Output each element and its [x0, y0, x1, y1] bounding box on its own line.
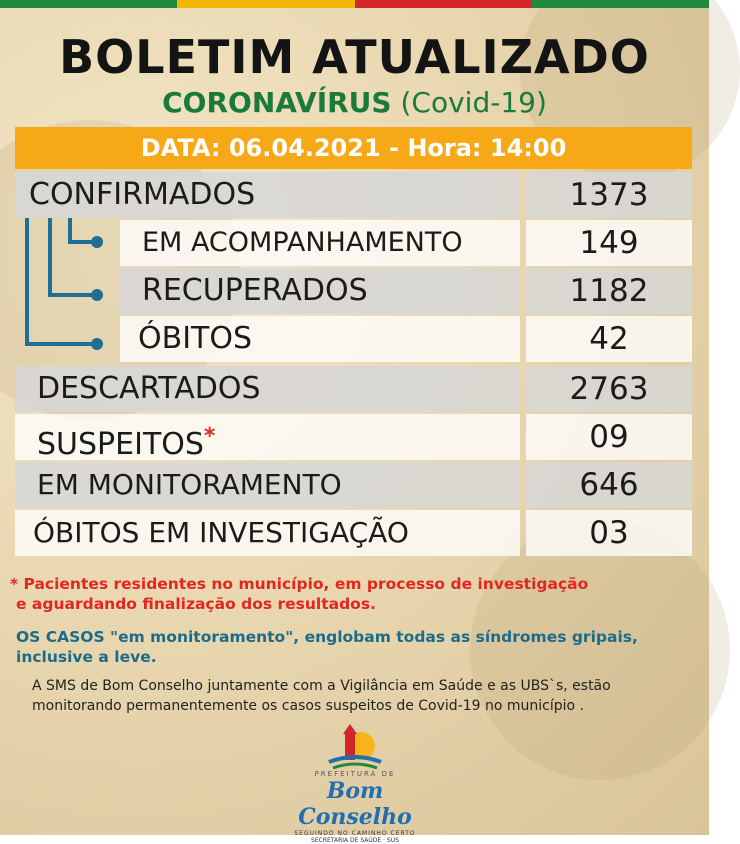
row-label: ÓBITOS EM INVESTIGAÇÃO [15, 510, 520, 556]
logo-tagline: SEGUINDO NO CAMINHO CERTO [294, 830, 416, 837]
tree-branch-3 [27, 218, 95, 344]
row-label: DESCARTADOS [15, 366, 520, 412]
row-value: 42 [526, 316, 692, 362]
row-value: 2763 [526, 366, 692, 412]
row-value: 1182 [526, 268, 692, 314]
logo-name: Bom Conselho [298, 778, 412, 830]
row-label: CONFIRMADOS [15, 172, 520, 218]
row-label: RECUPERADOS [120, 268, 520, 314]
note-monitoramento [10, 627, 700, 667]
tree-node-dot [91, 289, 103, 301]
top-color-bar [0, 0, 709, 8]
note-blue-line-2: inclusive a leve. [16, 648, 157, 666]
row-label: EM MONITORAMENTO [15, 462, 520, 508]
row-value: 149 [526, 220, 692, 266]
bulletin-subtitle [0, 86, 709, 119]
row-label: SUSPEITOS [37, 427, 204, 462]
asterisk-marker: * [203, 424, 216, 449]
logo-emblem-icon [325, 722, 385, 770]
row-value: 09 [526, 414, 692, 460]
subtitle-coronavirus: CORONAVÍRUS [162, 86, 392, 119]
note-red-line-2: e aguardando finalização dos resultados. [16, 595, 376, 613]
row-value: 1373 [526, 172, 692, 218]
date-band: DATA: 06.04.2021 - Hora: 14:00 [15, 127, 692, 169]
row-descartados [15, 366, 692, 412]
row-obitos-investigacao [15, 510, 692, 556]
row-suspeitos [15, 414, 692, 460]
tree-branch-2 [50, 218, 95, 295]
bulletin-title: BOLETIM ATUALIZADO [59, 30, 650, 84]
note-small-line-2: monitorando permanentemente os casos suspeitos de Covid-19 no município . [32, 698, 584, 714]
note-red-line-1: * Pacientes residentes no município, em processo de investigação [10, 575, 589, 593]
note-sms [10, 676, 722, 716]
row-value: 646 [526, 462, 692, 508]
subtitle-covid: (Covid-19) [400, 86, 547, 119]
logo-prefeitura-text: PREFEITURA DE [314, 770, 396, 778]
note-small-line-1: A SMS de Bom Conselho juntamente com a Vigilância em Saúde e as UBS`s, estão [32, 678, 611, 694]
prefeitura-logo [280, 718, 430, 844]
row-confirmados [15, 172, 692, 218]
note-suspeitos [10, 574, 700, 614]
tree-branch-1 [70, 218, 95, 242]
row-label-wrap [15, 414, 520, 460]
logo-secretaria: SECRETARIA DE SAÚDE · SUS [311, 837, 399, 844]
row-label: ÓBITOS [120, 316, 520, 362]
note-blue-line-1: OS CASOS "em monitoramento", englobam todas as síndromes gripais, [16, 628, 638, 646]
tree-node-dot [91, 338, 103, 350]
row-value: 03 [526, 510, 692, 556]
hierarchy-tree-lines [15, 218, 135, 368]
row-em-monitoramento [15, 462, 692, 508]
tree-node-dot [91, 236, 103, 248]
row-label: EM ACOMPANHAMENTO [120, 220, 520, 266]
